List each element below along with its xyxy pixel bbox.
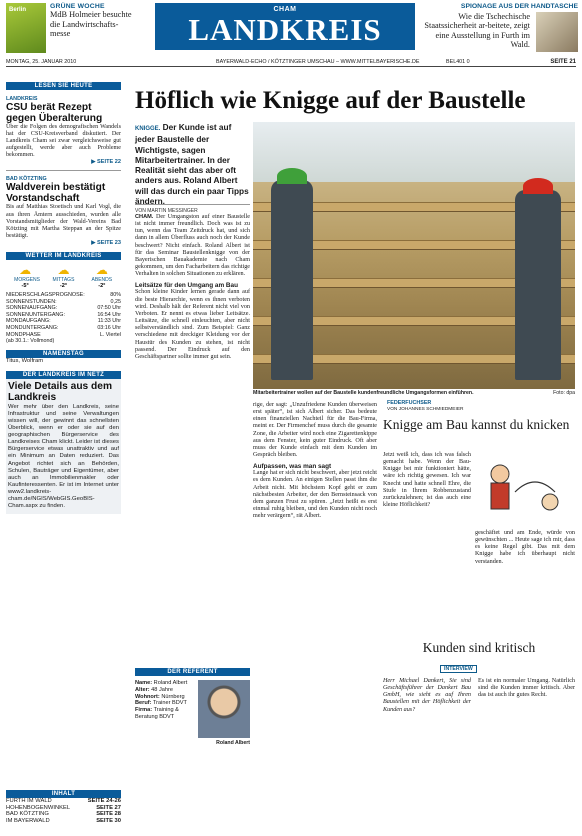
table-row: (ab 30.1.: Vollmond) (6, 338, 55, 345)
photo-caption: Mitarbeitertrainer wollen auf der Baustelle kundenfreundliche Umgangsformen einführen. Foto: dpa (253, 390, 575, 396)
partly-cloudy-icon: ☁ (95, 262, 108, 277)
table-row: MONDUNTERGANG: 03:16 Uhr (6, 324, 121, 331)
promo-right-kicker: SPIONAGE AUS DER HANDTASCHE (460, 3, 578, 10)
feature-column-1: Jetzt weiß ich, dass ich was falsch gemacht habe. Wenn der Bau-Knigge bei mir funktioniert hätte, wäre ich richtig gewesen. Ich war Knecht und hatte schnell Ehre, die Stufe in Ihrem Robbenzustand zurückzulehnen; ist das auch eine kleine Höflichkeit? (383, 452, 471, 509)
nametag-head: NAMENSTAG (6, 350, 121, 358)
subhead: Aufpassen, was man sagt (253, 463, 332, 471)
banner-city: CHAM (273, 6, 297, 13)
edition-code: BEL401 0 (446, 59, 470, 65)
left-column (6, 82, 121, 514)
teaser-page-link[interactable]: ▶ SEITE 23 (91, 239, 121, 246)
teaser-waldverein[interactable] (6, 176, 121, 245)
nametag-box (6, 350, 121, 365)
page-number: SEITE 21 (550, 59, 576, 65)
table-row: NIEDERSCHLAGSPROGNOSE: 80% (6, 291, 121, 298)
article-byline: VON MARTIN MESSINGER (135, 204, 250, 214)
promo-left[interactable] (6, 3, 134, 53)
forecast-noon: ☁ MITTAGS -2° (52, 262, 75, 289)
teaser-kicker: LANDKREIS (6, 96, 38, 102)
teaser-csu[interactable] (6, 96, 121, 165)
referent-box (135, 668, 250, 830)
table-row: MONDAUFGANG: 11:33 Uhr (6, 318, 121, 325)
forecast-evening: ☁ ABENDS -2° (91, 262, 113, 289)
lead-text: Der Kunde ist auf jeder Baustelle der Wichtigste, sagen Mitarbeitertrainer. In der Realität sieht das aber oft anders aus. Roland Albert will das durch ein paar Tipps ändern. (135, 122, 249, 207)
teaser-headline: CSU berät Rezept gegen Überalterung (6, 102, 103, 124)
promo-left-kicker: GRÜNE WOCHE (50, 3, 105, 10)
promo-right-image (536, 12, 578, 52)
teaser-body: Über die Folgen des demografischen Wandels hat der CSU-Kreisverband diskutiert. Der Landkreis Cham sei zwar vergleichsweise gut aufgestellt, werde aber auch Probleme bekommen. (6, 124, 121, 159)
index-row[interactable]: HOHENBOGENWINKEL SEITE 27 (6, 804, 121, 811)
portrait-caption: Roland Albert (216, 740, 250, 746)
lead-keyword: KNIGGE. (135, 126, 161, 132)
promo-left-text: MdB Holmeier besuchte die Landwirtschafts-messe (50, 10, 132, 39)
edition-line: BAYERWALD-ECHO / KÖTZTINGER UMSCHAU – WWW.MITTELBAYERISCHE.DE (216, 59, 420, 65)
partly-cloudy-icon: ☁ (57, 262, 70, 277)
interview-intro: Herr Michael Dankert, Sie sind Geschäftsführer der Dankert Bau GmbH, wie sieht es auf Ihren Baustellen mit der Höflichkeit der Kunden aus? (383, 678, 471, 713)
net-head: DER LANDKREIS IM NETZ (6, 371, 121, 379)
divider (6, 170, 121, 171)
weather-head: WETTER IM LANDKREIS (6, 252, 121, 260)
feature-headline: Knigge am Bau kannst du knicken (383, 417, 570, 432)
referent-head: DER REFERENT (135, 668, 250, 676)
promo-right-text: Wie die Tschechische Staatssicherheit ar-beitete, zeigt eine Ausstellung in Furth im Wald. (424, 12, 530, 50)
forecast-morning: ☁ MORGENS -5° (14, 262, 40, 289)
article-column-2: rige, der sagt: „Unzufriedene Kunden überweisen erst später“, ist sich Albert sicher. Das bedeute einen finanziellen Nachteil für die Bau-Firma, meint er. Der Firmenchef muss durch die gesamte Zone, die Arbeiter wird noch eine Zigarettenkippe aus dem Fenster, kein guter Eindruck. Oft aber muss der Kunde einfach mit dem Kunden im Gespräch bleiben. Aufpassen, was man sagt Lange hat er sich nicht beschwert, aber jetzt reicht es dem Kunden. An einigen Stellen passt ihm die Arbeit nicht. Mit höchstem Kopf geht er zum nächstbesten Arbeiter, der den Bernsteinsack von dem ganzen Frust zu spüren. „Jetzt heißt es erst einmal ruhig bleiben, und den Kunden nicht noch mehr verärgern“, rät Albert. (253, 402, 377, 520)
cartoon-illustration (475, 452, 575, 527)
banner-title: LANDKREIS (188, 12, 382, 47)
teaser-headline: Waldverein bestätigt Vorstandschaft (6, 182, 106, 205)
teaser-page-link[interactable]: ▶ SEITE 22 (91, 159, 121, 166)
subhead: Leitsätze für den Umgang am Bau (135, 282, 238, 290)
table-row: SONNENSTUNDEN: 0,25 (6, 298, 121, 305)
article-column-1: CHAM. Der Umgangston auf einer Baustelle ist nicht immer freundlich. Doch was ist zu tun, wenn das Team Zeitdruck hat, und sich dann in allem Überfluss auch noch der Kunde beschwert? Nicht einfach. Roland Albert ist für das Seminar Baustellenknigge von der Bayerischen Bauakademie nach Cham gekommen, um den Facharbeitern das richtige Verhalten in solchen Situationen zu erklären. Leitsätze für den Umgang am Bau Schon kleine Kinder lernen gerade dann auf die beste Hierarchie, wenn es ihnen verboten wird. Deshalb hält der Referent nicht viel von Verboten. Er nennt es etwas lieber Leitsätze. Leitsätze, die schnell einleuchten, aber nicht selbstverständlich sind. Zum Beispiel: Ganz verschiedene mit dreckiger Kleidung vor der Haustür des Kunden zu stehen, ist nicht passend. Der Eindruck auf den Geschäftspartner sollte immer gut sein. (135, 214, 250, 360)
weather-table (6, 292, 121, 345)
index-box (6, 790, 121, 824)
article-photo (253, 122, 575, 389)
net-headline: Viele Details aus dem Landkreis (8, 380, 113, 403)
net-body: Wer mehr über den Landkreis, seine Infrastruktur und seine Verwaltungen wissen will, der gewinnt das schnellsten Überblick, wenn er oder sie auf den geographischen Bürgerservice des Landkreises Cham klickt. Leider ist dieses Bürgerservice etwas unattraktiv und auf ein Minimum an Daten reduziert. Das Angebot richtet sich an Behörden, Schulen, Bauträger und Eigentümer, aber auch an Immobilienmakler oder Kaufinteressenten. Er ist im Internet unter www2.landkreis-cham.de/NGIS/WebGIS.GeoBIS-Cham.aspx zu finden. (8, 403, 119, 510)
interview-headline: Kunden sind kritisch (422, 640, 536, 655)
index-row[interactable]: BAD KÖTZTING SEITE 28 (6, 811, 121, 818)
helmet-icon (523, 178, 553, 194)
main-headline: Höflich wie Knigge auf der Baustelle (135, 87, 526, 114)
referent-facts: Name: Roland Albert Alter: 48 Jahre Wohnort: Nürnberg Beruf: Trainer BDVT Firma: Training & Beratung BDVT (135, 680, 188, 720)
table-row: MONDPHASE L. Viertel (6, 331, 121, 338)
promo-right[interactable] (420, 3, 578, 53)
index-head: INHALT (6, 790, 121, 798)
index-row[interactable]: IM BAYERWALD SEITE 30 (6, 817, 121, 824)
feature-column-2: geschäftet und am Ende, würde von gewünschten ... Heute sage ich mir, dass es keine Regel gibt. Das mit dem Knigge habe ich überhaupt nicht verstanden. (475, 530, 575, 565)
section-banner (155, 3, 415, 50)
feature-byline: VON JOHANNES SCHMIEDMEIER (387, 407, 464, 412)
nametag-names: Titus, Wolfram (6, 357, 44, 364)
photo-credit: Foto: dpa (553, 390, 575, 396)
arrow-right-icon: ▶ (91, 159, 98, 166)
table-row: SONNENAUFGANG: 07:50 Uhr (6, 305, 121, 312)
weather-forecast (6, 263, 121, 289)
feature-kicker: FEDERFUCHSER (387, 400, 432, 406)
index-row[interactable]: FURTH IM WALD SEITE 24-26 (6, 798, 121, 804)
interview-tag: INTERVIEW (440, 665, 477, 673)
box-head-today: LESEN SIE HEUTE (6, 82, 121, 90)
helmet-icon (277, 168, 307, 184)
partly-cloudy-icon: ☁ (19, 262, 32, 277)
interview-body: Es ist ein normaler Umgang. Natürlich sind die Kunden immer kritisch. Aber das ist auch ihr gutes Recht. (478, 678, 575, 699)
article-lead (135, 122, 250, 206)
weather-box (6, 252, 121, 345)
arrow-right-icon: ▶ (91, 239, 98, 246)
teaser-body: Bis auf Matthias Stoetisch und Karl Vogl, die aus ihren Ämtern ausschieden, wurden alle Vorstandsmitglieder der Wald-Vereins Bad Kötzting mit Martha Steppan an der Spitze bestätigt. (6, 204, 121, 239)
table-row: SONNENUNTERGANG: 16:54 Uhr (6, 311, 121, 318)
issue-date: MONTAG, 25. JANUAR 2010 (6, 59, 77, 65)
net-box (6, 371, 121, 514)
dateline (6, 58, 576, 67)
teaser-kicker: BAD KÖTZTING (6, 176, 47, 183)
referent-portrait (198, 680, 250, 738)
promo-left-image: Berlin (6, 3, 46, 53)
